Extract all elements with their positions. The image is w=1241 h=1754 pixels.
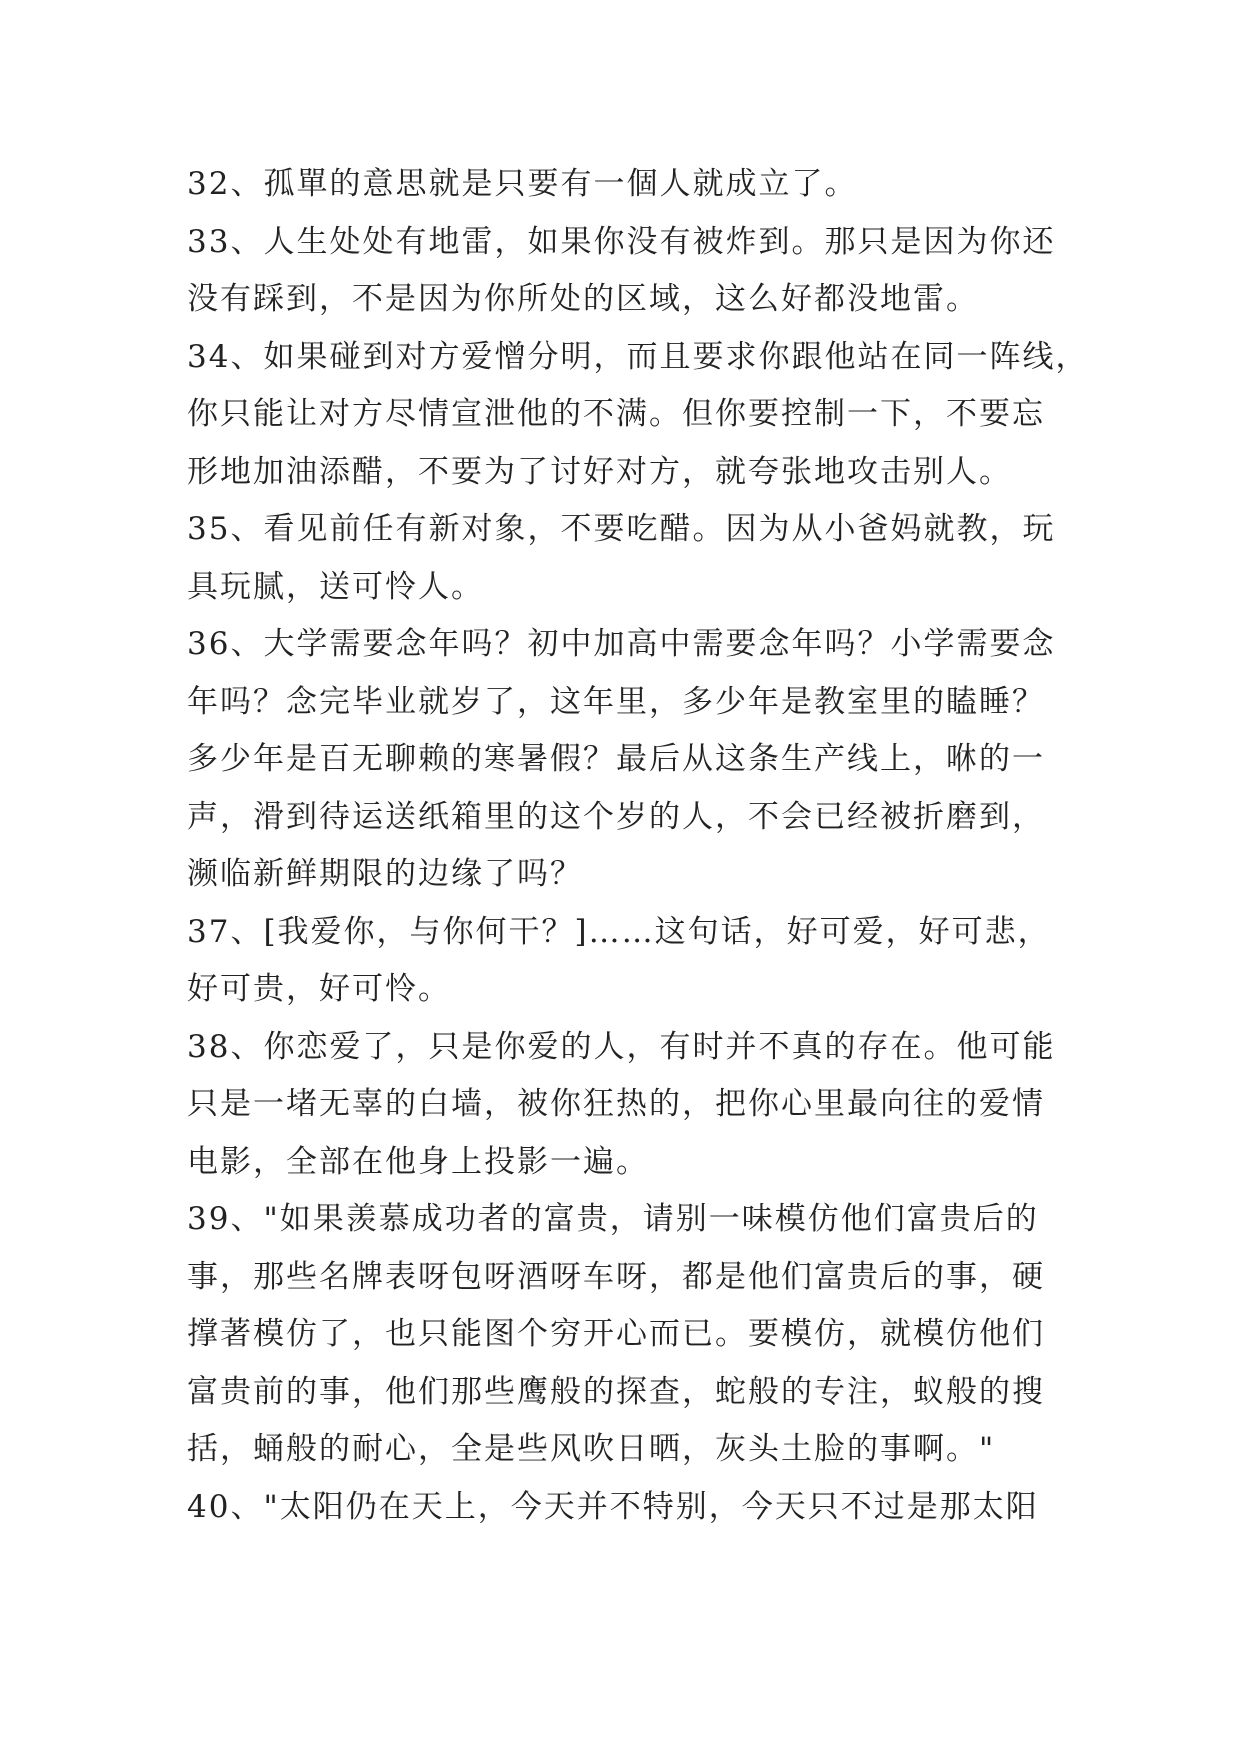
text-line: 电影，全部在他身上投影一遍。 xyxy=(187,1144,649,1180)
text-line: 37、[我爱你，与你何干？]……这句话，好可爱，好可悲， xyxy=(187,914,1051,950)
text-line: 40、"太阳仍在天上，今天并不特别，今天只不过是那太阳 xyxy=(187,1489,1039,1525)
text-line: 具玩腻，送可怜人。 xyxy=(187,569,484,605)
text-line: 38、你恋爱了，只是你爱的人，有时并不真的存在。他可能 xyxy=(187,1029,1056,1065)
text-line: 年吗？念完毕业就岁了，这年里，多少年是教室里的瞌睡？ xyxy=(187,684,1045,720)
text-line: 富贵前的事，他们那些鹰般的探查，蛇般的专注，蚁般的搜 xyxy=(187,1374,1045,1410)
text-line: 没有踩到，不是因为你所处的区域，这么好都没地雷。 xyxy=(187,281,979,317)
text-line: 多少年是百无聊赖的寒暑假？最后从这条生产线上，咻的一 xyxy=(187,741,1045,777)
text-line: 事，那些名牌表呀包呀酒呀车呀，都是他们富贵后的事，硬 xyxy=(187,1259,1045,1295)
text-line: 34、如果碰到对方爱憎分明，而且要求你跟他站在同一阵线， xyxy=(187,339,1089,375)
text-line: 好可贵，好可怜。 xyxy=(187,971,451,1007)
text-line: 撑著模仿了，也只能图个穷开心而已。要模仿，就模仿他们 xyxy=(187,1316,1045,1352)
text-line: 你只能让对方尽情宣泄他的不满。但你要控制一下，不要忘 xyxy=(187,396,1045,432)
text-line: 括，蛹般的耐心，全是些风吹日晒，灰头土脸的事啊。" xyxy=(187,1431,996,1467)
text-line: 只是一堵无辜的白墙，被你狂热的，把你心里最向往的爱情 xyxy=(187,1086,1045,1122)
text-line: 32、孤單的意思就是只要有一個人就成立了。 xyxy=(187,166,858,202)
text-line: 35、看见前任有新对象，不要吃醋。因为从小爸妈就教，玩 xyxy=(187,511,1056,547)
text-line: 36、大学需要念年吗？初中加高中需要念年吗？小学需要念 xyxy=(187,626,1056,662)
text-line: 濒临新鲜期限的边缘了吗？ xyxy=(187,856,583,892)
text-line: 声，滑到待运送纸箱里的这个岁的人，不会已经被折磨到， xyxy=(187,799,1045,835)
text-line: 形地加油添醋，不要为了讨好对方，就夸张地攻击别人。 xyxy=(187,454,1012,490)
text-line: 39、"如果羡慕成功者的富贵，请别一味模仿他们富贵后的 xyxy=(187,1201,1039,1237)
text-line: 33、人生处处有地雷，如果你没有被炸到。那只是因为你还 xyxy=(187,224,1056,260)
